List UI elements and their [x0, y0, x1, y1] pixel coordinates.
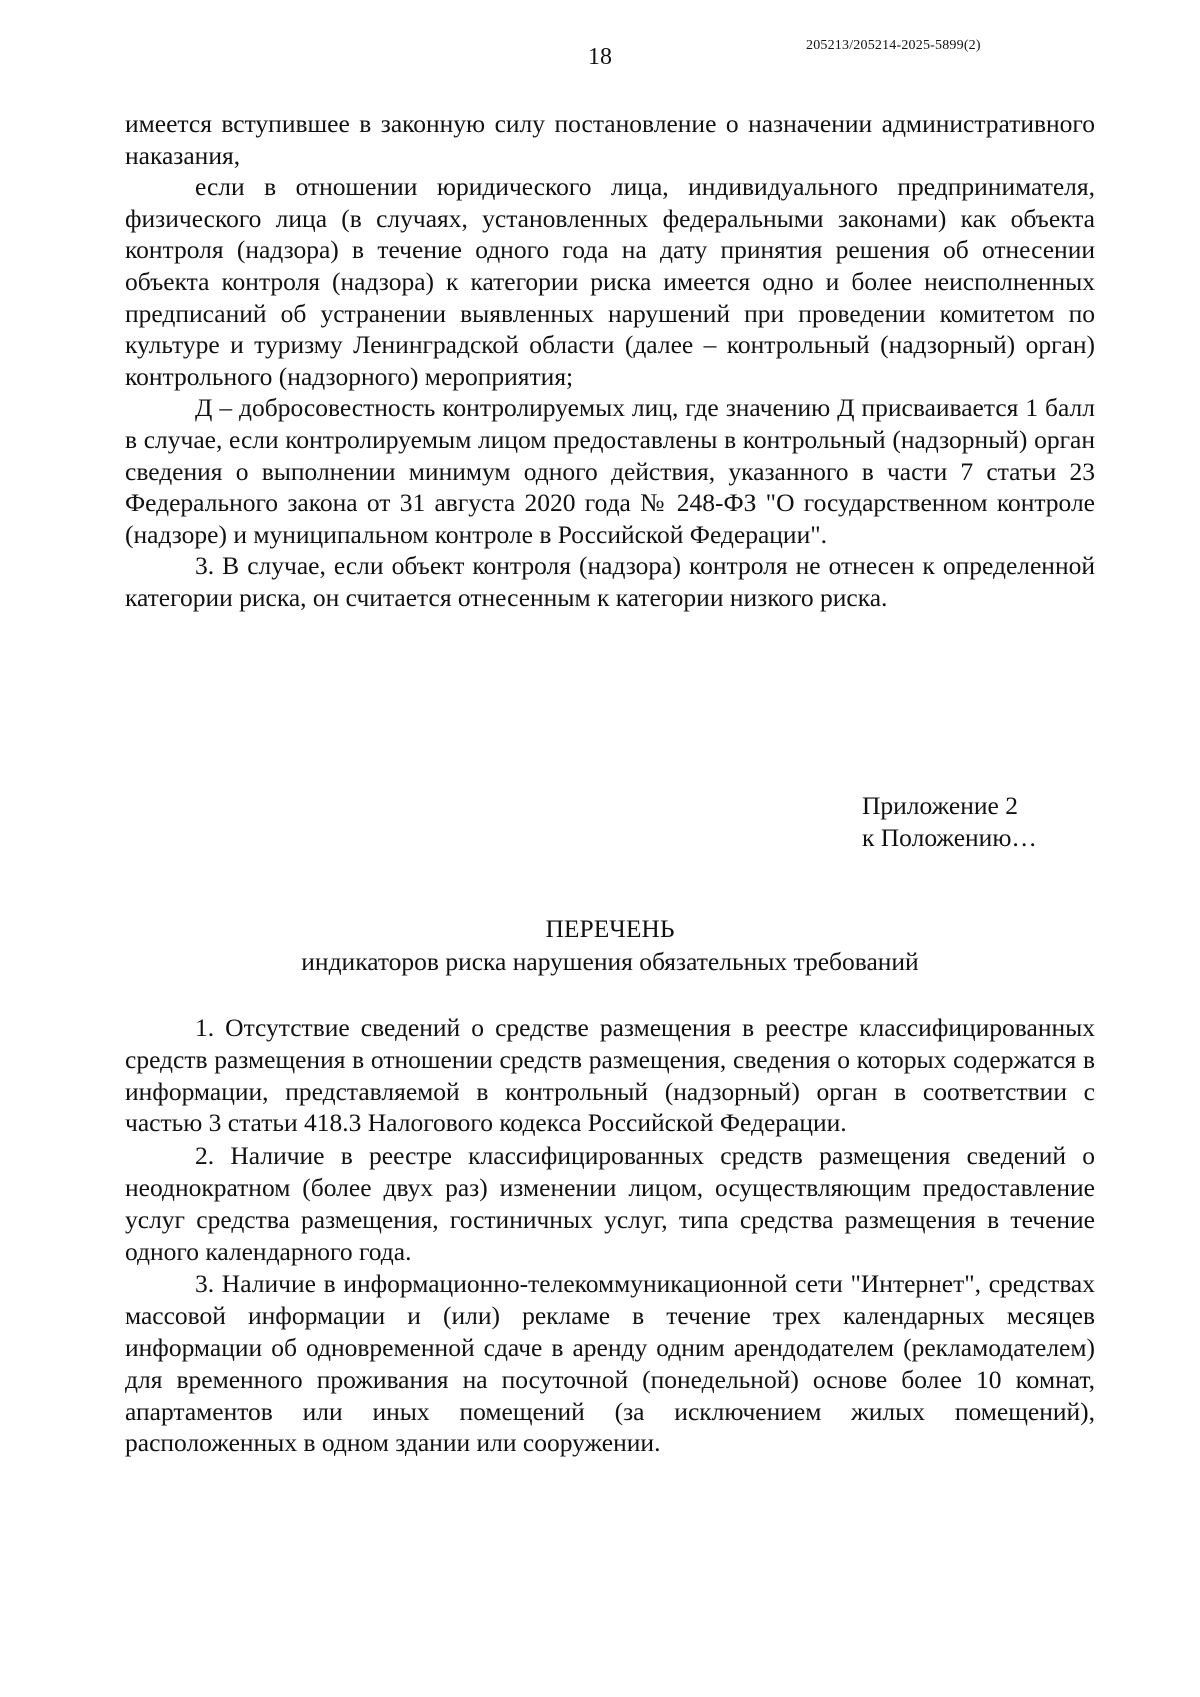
- appendix-line: к Положению…: [862, 823, 1037, 852]
- paragraph: Д – добросовестность контролируемых лиц, где значению Д присваивается 1 балл в случае, если контролируемым лицом предоставлены в контрольный (надзорный) орган сведения о выполнении минимум одного действия, указанного в части 7 статьи 23 Федерального закона от 31 августа 2020 года № 248-ФЗ "О государственном контроле (надзоре) и муниципальном контроле в Российской Федерации".: [125, 393, 1095, 549]
- page-number: 18: [588, 44, 612, 70]
- list-item: 2. Наличие в реестре классифицированных средств размещения сведений о неоднократном (более двух раз) изменении лицом, осуществляющим предоставление услуг средства размещения, гостиничных услуг, типа средства размещения в течение одного календарного года.: [125, 1141, 1095, 1266]
- list-item: 1. Отсутствие сведений о средстве размещения в реестре классифицированных средств размещения в отношении средств размещения, сведения о которых содержатся в информации, представляемой в контрольный (надзорный) орган в соответствии с частью 3 статьи 418.3 Налогового кодекса Российской Федерации.: [125, 1013, 1095, 1138]
- list-subtitle: индикаторов риска нарушения обязательных требований: [301, 947, 919, 976]
- list-item: 3. Наличие в информационно-телекоммуникационной сети "Интернет", средствах массовой информации и (или) рекламе в течение трех календарных месяцев информации об одновременной сдаче в аренду одним арендодателем (рекламодателем) для временного проживания на посуточной (понедельной) основе более 10 комнат, апартаментов или иных помещений (за исключением жилых помещений), расположенных в одном здании или сооружении.: [125, 1269, 1095, 1458]
- appendix-line: Приложение 2: [862, 791, 1018, 820]
- list-title: ПЕРЕЧЕНЬ: [545, 914, 675, 943]
- indicator-list: [125, 1012, 1095, 1460]
- document-id: 205213/205214-2025-5899(2): [806, 38, 981, 53]
- list-heading: [125, 912, 1095, 978]
- paragraph: имеется вступившее в законную силу постановление о назначении административного наказания,: [125, 109, 1095, 170]
- paragraph: 3. В случае, если объект контроля (надзора) контроля не отнесен к определенной категории риска, он считается отнесенным к категории низкого риска.: [125, 551, 1095, 612]
- paragraph: если в отношении юридического лица, индивидуального предпринимателя, физического лица (в случаях, установленных федеральными законами) как объекта контроля (надзора) в течение одного года на дату принятия решения об отнесении объекта контроля (надзора) к категории риска имеется одно и более неисполненных предписаний об устранении выявленных нарушений при проведении комитетом по культуре и туризму Ленинградской области (далее – контрольный (надзорный) орган) контрольного (надзорного) мероприятия;: [125, 172, 1095, 391]
- main-text: [125, 108, 1095, 614]
- appendix-reference: [862, 790, 1122, 854]
